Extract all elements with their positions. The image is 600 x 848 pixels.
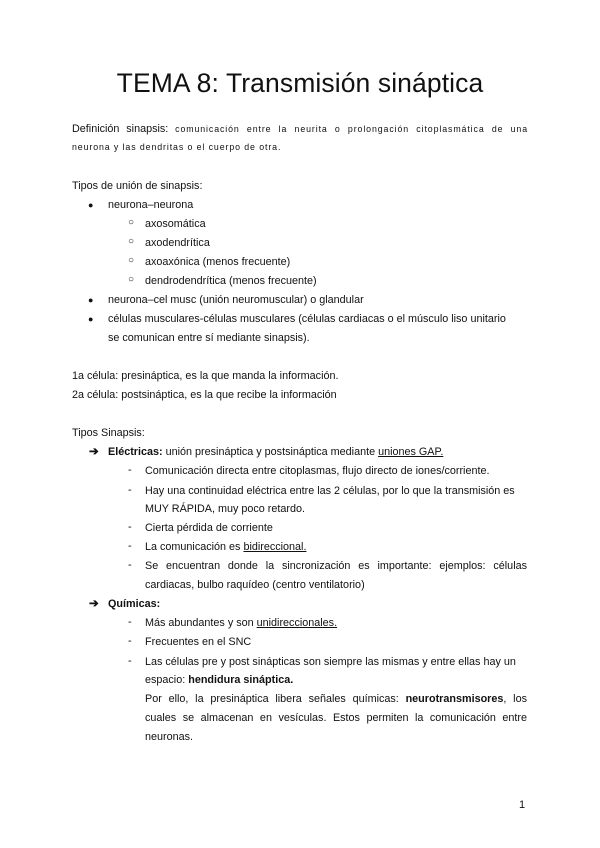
chemical-point-4-line-3: neuronas. [145, 731, 194, 743]
chemical-point-3-line-2-text: espacio: [145, 674, 189, 686]
dash-bullet: - [128, 540, 132, 552]
page-number: 1 [519, 799, 526, 811]
electrical-point-4 [145, 541, 306, 553]
electrical-point-3: Cierta pérdida de corriente [145, 522, 273, 534]
chemical-line [108, 598, 160, 610]
circle-bullet-icon: ○ [128, 236, 135, 247]
chemical-point-4-end: , los [503, 693, 527, 705]
chemical-point-1 [145, 617, 337, 629]
cell-line-2: 2a célula: postsináptica, es la que recibe la información [72, 389, 337, 401]
union-sub-1: axosomática [145, 218, 206, 230]
electrical-point-5-line-1: Se encuentran donde la sincronización es importante: ejemplos: células [145, 560, 527, 572]
electrical-point-2-line-2: MUY RÁPIDA, muy poco retardo. [145, 503, 306, 515]
dash-bullet: - [128, 635, 132, 647]
dash-bullet: - [128, 484, 132, 496]
dash-bullet: - [128, 559, 132, 571]
electrical-line [108, 446, 443, 458]
cell-line-1: 1a célula: presináptica, es la que manda la información. [72, 370, 339, 382]
bullet-icon: ● [88, 200, 94, 210]
electrical-point-1: Comunicación directa entre citoplasmas, flujo directo de iones/corriente. [145, 465, 490, 477]
chemical-point-3-line-2 [145, 674, 293, 686]
chemical-point-4-line-2: cuales se almacenan en vesículas. Estos permiten la comunicación entre [145, 712, 527, 724]
union-types-heading: Tipos de unión de sinapsis: [72, 180, 203, 192]
chemical-label: Químicas: [108, 598, 161, 610]
synaptic-cleft-text: hendidura sináptica. [188, 674, 294, 686]
union-item-2: neurona–cel musc (unión neuromuscular) o glandular [108, 294, 364, 306]
arrow-right-icon: ➔ [89, 446, 99, 458]
chemical-point-4-line-1 [145, 693, 527, 705]
union-item-3-line-1: células musculares-células musculares (células cardiacas o el músculo liso unitario [108, 313, 506, 325]
dash-bullet: - [128, 655, 132, 667]
circle-bullet-icon: ○ [128, 217, 135, 228]
neurotransmitters-text: neurotransmisores [405, 693, 504, 705]
synapse-types-heading: Tipos Sinapsis: [72, 427, 145, 439]
electrical-point-4-text: La comunicación es [145, 541, 244, 553]
chemical-point-4-text: Por ello, la presináptica libera señales químicas: [145, 693, 406, 705]
definition-text-2: neurona y las dendritas o el cuerpo de otra. [72, 142, 282, 152]
union-sub-2: axodendrítica [145, 237, 210, 249]
definition-text-1: comunicación entre la neurita o prolongación citoplasmática de una [175, 124, 528, 134]
gap-junctions-link: uniones GAP. [378, 446, 444, 458]
union-item-3-line-2: se comunican entre sí mediante sinapsis). [108, 332, 310, 344]
page-title: TEMA 8: Transmisión sináptica [116, 68, 484, 98]
union-item-1: neurona–neurona [108, 199, 194, 211]
electrical-point-5-line-2: cardiacas, bulbo raquídeo (centro ventilatorio) [145, 579, 365, 591]
unidirectional-text: unidireccionales. [256, 617, 338, 629]
chemical-point-3-line-1: Las células pre y post sinápticas son siempre las mismas y entre ellas hay un [145, 656, 516, 668]
electrical-point-2-line-1: Hay una continuidad eléctrica entre las 2 células, por lo que la transmisión es [145, 485, 515, 497]
chemical-point-2: Frecuentes en el SNC [145, 636, 252, 648]
definition-label: Definición sinapsis: [72, 123, 169, 135]
electrical-label: Eléctricas: [108, 446, 163, 458]
bullet-icon: ● [88, 314, 94, 324]
chemical-point-1-text: Más abundantes y son [145, 617, 257, 629]
arrow-right-icon: ➔ [89, 598, 99, 610]
bidirectional-text: bidireccional. [243, 541, 307, 553]
dash-bullet: - [128, 616, 132, 628]
circle-bullet-icon: ○ [128, 255, 135, 266]
union-sub-3: axoaxónica (menos frecuente) [145, 256, 291, 268]
dash-bullet: - [128, 464, 132, 476]
definition-line-1 [72, 123, 528, 135]
union-sub-4: dendrodendrítica (menos frecuente) [145, 275, 317, 287]
electrical-text: unión presináptica y postsináptica mediante [162, 446, 379, 458]
circle-bullet-icon: ○ [128, 274, 135, 285]
bullet-icon: ● [88, 295, 94, 305]
dash-bullet: - [128, 521, 132, 533]
